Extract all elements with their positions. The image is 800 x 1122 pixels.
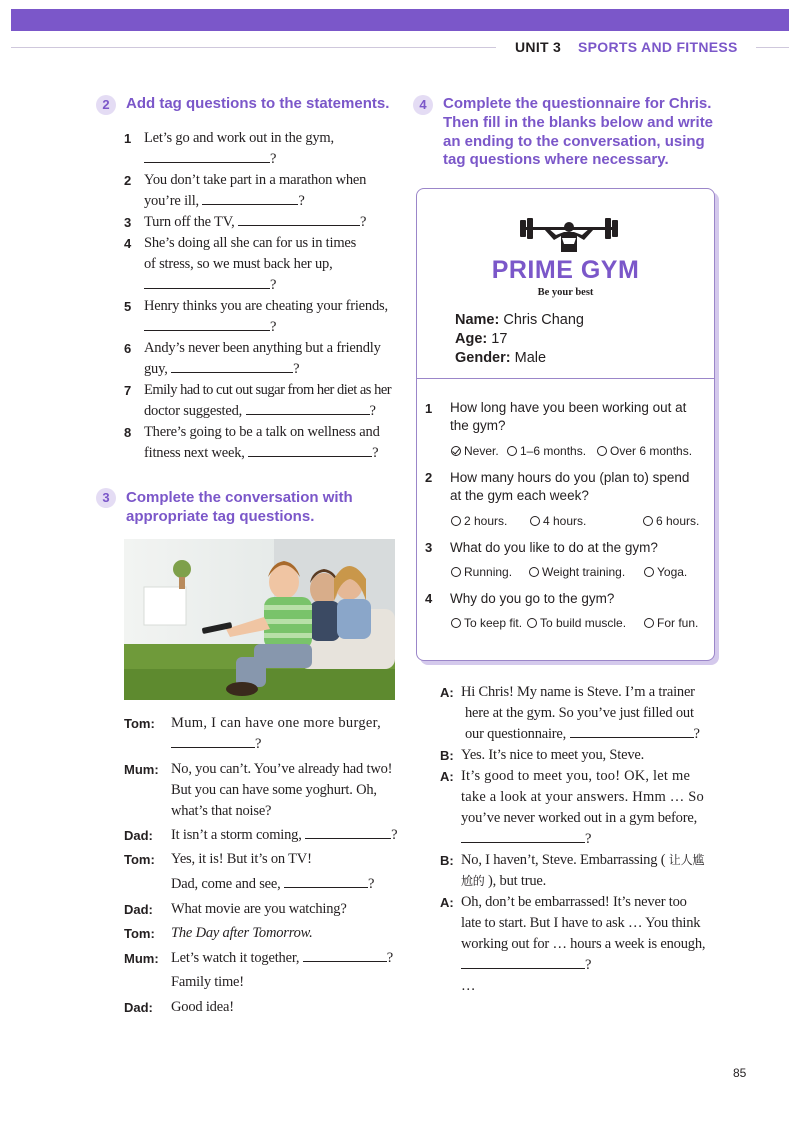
dialogue-line: But you can have some yoghurt. Oh, [171,782,377,798]
option-1-6-months[interactable]: 1–6 months. [507,444,586,458]
questionnaire-item-number: 1 [425,401,433,416]
questionnaire-question: How many hours do you (plan to) spend [450,470,690,485]
ex2-item-answer-line: ? [144,149,276,170]
conversation-line: late to start. But I have to ask … You think [461,915,701,931]
ex2-item-answer-line: fitness next week, ? [144,445,379,461]
exercise-4-title-line2: Then fill in the blanks below and write [443,114,714,131]
conversation-line: you’ve never worked out in a gym before, [461,810,698,826]
info-name: Name: Chris Chang [455,312,584,328]
radio-icon[interactable] [451,567,461,577]
answer-blank[interactable] [461,955,585,969]
ex2-item-text: of stress, so we must back her up, [144,256,333,272]
ex2-item-answer-line: guy, ? [144,361,300,377]
ex2-item-number: 4 [124,236,132,251]
checked-radio-icon[interactable] [451,446,461,456]
ex2-item-text: Andy’s never been anything but a friendly [144,340,381,356]
ex2-item-text: She’s doing all she can for us in times [144,235,357,251]
option-never[interactable]: Never. [451,444,499,458]
dialogue-line: No, you can’t. You’ve already had two! [171,761,393,777]
conversation-ellipsis: … [461,978,476,994]
conversation-line: 尬的 ), but true. [461,873,547,889]
answer-blank[interactable] [238,212,360,226]
ex2-item-text: There’s going to be a talk on wellness and [144,424,380,440]
page-number: 85 [733,1066,747,1080]
conversation-line: Oh, don’t be embarrassed! It’s never too [461,894,687,910]
answer-blank[interactable] [171,734,255,748]
speaker-label: Tom: [124,926,155,941]
ex2-item-text: Let’s go and work out in the gym, [144,130,334,146]
ex2-item-answer-line: ? [144,275,276,296]
questionnaire-item-number: 3 [425,540,433,555]
ex2-item-number: 6 [124,341,132,356]
exercise-3-title-line2: appropriate tag questions. [126,508,315,525]
speaker-label: A: [440,769,454,784]
unit-label: UNIT 3 [515,39,562,55]
radio-icon[interactable] [451,618,461,628]
option-weight-training[interactable]: Weight training. [529,565,625,579]
option-6-hours[interactable]: 6 hours. [643,514,699,528]
conversation-line: Hi Chris! My name is Steve. I’m a trainer [461,684,695,700]
questionnaire-question: at the gym each week? [450,488,589,503]
radio-icon[interactable] [644,618,654,628]
radio-icon[interactable] [527,618,537,628]
option-running[interactable]: Running. [451,565,512,579]
speaker-label: B: [440,748,454,763]
radio-icon[interactable] [529,567,539,577]
info-gender: Gender: Male [455,350,547,366]
ex2-item-text: You don’t take part in a marathon when [144,172,367,188]
answer-blank[interactable] [284,874,368,888]
gym-name: PRIME GYM [491,256,640,284]
exercise-3-number: 3 [96,488,116,508]
questionnaire-item-number: 4 [425,591,433,606]
dialogue-line: Yes, it is! But it’s on TV! [171,851,312,867]
speaker-label: Tom: [124,716,155,731]
ex2-item-answer-line: you’re ill, ? [144,193,305,209]
gym-slogan: Be your best [537,287,594,298]
answer-blank[interactable] [144,149,270,163]
info-age: Age: 17 [455,331,508,347]
ex2-item-answer-line: doctor suggested, ? [144,403,376,419]
questionnaire-question: What do you like to do at the gym? [450,540,658,555]
speaker-label: A: [440,685,454,700]
answer-blank[interactable] [248,443,372,457]
conversation-line: No, I haven’t, Steve. Embarrassing ( 让人尴 [461,852,705,868]
answer-blank[interactable] [202,191,298,205]
ex2-item-number: 1 [124,131,132,146]
ex2-item-number: 3 [124,215,132,230]
exercise-2-title: Add tag questions to the statements. [126,95,390,112]
ex2-item-number: 7 [124,383,132,398]
questionnaire-question: Why do you go to the gym? [450,591,615,606]
exercise-4-title-line4: tag questions where necessary. [443,151,669,168]
section-title: SPORTS AND FITNESS [578,39,738,55]
answer-blank[interactable] [246,401,370,415]
conversation-answer-line: ? [461,955,591,976]
answer-blank[interactable] [171,359,293,373]
dialogue-answer-line: Dad, come and see, ? [171,876,375,892]
option-keep-fit[interactable]: To keep fit. [451,616,522,630]
conversation-line: It’s good to meet you, too! OK, let me [461,768,691,784]
dialogue-line-movie-title: The Day after Tomorrow. [171,925,313,941]
speaker-label: Dad: [124,828,153,843]
radio-icon[interactable] [530,516,540,526]
option-4-hours[interactable]: 4 hours. [530,514,586,528]
option-over-6-months[interactable]: Over 6 months. [597,444,692,458]
radio-icon[interactable] [597,446,607,456]
answer-blank[interactable] [305,825,391,839]
option-yoga[interactable]: Yoga. [644,565,687,579]
ex2-item-number: 8 [124,425,132,440]
speaker-label: Mum: [124,951,159,966]
answer-blank[interactable] [570,724,694,738]
ex2-item-number: 5 [124,299,132,314]
dialogue-answer-line: It isn’t a storm coming, ? [171,827,398,843]
radio-icon[interactable] [451,516,461,526]
conversation-line: working out for … hours a week is enough, [461,936,706,952]
dialogue-line: Mum, I can have one more burger, [171,715,382,731]
weightlifter-logo-icon [516,218,622,256]
ex2-item-text: Emily had to cut out sugar from her diet as her [144,382,392,398]
radio-icon[interactable] [644,567,654,577]
dialogue-line: Good idea! [171,999,234,1015]
speaker-label: Dad: [124,1000,153,1015]
speaker-label: Tom: [124,852,155,867]
speaker-label: Mum: [124,762,159,777]
ex2-item-answer-line: ? [144,317,276,338]
exercise-4-number: 4 [413,95,433,115]
speaker-label: A: [440,895,454,910]
top-color-bar [11,9,789,31]
answer-blank[interactable] [144,275,270,289]
ex2-item-text: Henry thinks you are cheating your friends, [144,298,388,314]
exercise-2-number: 2 [96,95,116,115]
family-watching-tv-photo [124,539,395,700]
option-for-fun[interactable]: For fun. [644,616,698,630]
exercise-4-title-line3: an ending to the conversation, using [443,133,705,150]
dialogue-line: What movie are you watching? [171,901,347,917]
speaker-label: Dad: [124,902,153,917]
answer-blank[interactable] [303,948,387,962]
answer-blank[interactable] [144,317,270,331]
dialogue-answer-line: Let’s watch it together, ? [171,950,393,966]
conversation-line: Yes. It’s nice to meet you, Steve. [461,747,645,763]
header-rule-left [11,47,496,48]
option-2-hours[interactable]: 2 hours. [451,514,507,528]
questionnaire-question: the gym? [450,418,506,433]
answer-blank[interactable] [461,829,585,843]
conversation-line: take a look at your answers. Hmm … So [461,789,704,805]
radio-icon[interactable] [643,516,653,526]
card-divider [417,378,714,379]
ex2-item-number: 2 [124,173,132,188]
speaker-label: B: [440,853,454,868]
dialogue-line: Family time! [171,974,244,990]
questionnaire-item-number: 2 [425,470,433,485]
exercise-3-title-line1: Complete the conversation with [126,489,353,506]
conversation-line: here at the gym. So you’ve just filled out [465,705,694,721]
header-rule-right [756,47,789,48]
questionnaire-question: How long have you been working out at [450,400,687,415]
ex2-item-answer-line: Turn off the TV, ? [144,214,367,230]
exercise-4-title-line1: Complete the questionnaire for Chris. [443,95,712,112]
option-build-muscle[interactable]: To build muscle. [527,616,626,630]
dialogue-line: what’s that noise? [171,803,272,819]
conversation-answer-line: ? [461,829,591,850]
conversation-answer-line: our questionnaire, ? [465,726,700,742]
dialogue-answer-line: ? [171,734,261,755]
radio-icon[interactable] [507,446,517,456]
